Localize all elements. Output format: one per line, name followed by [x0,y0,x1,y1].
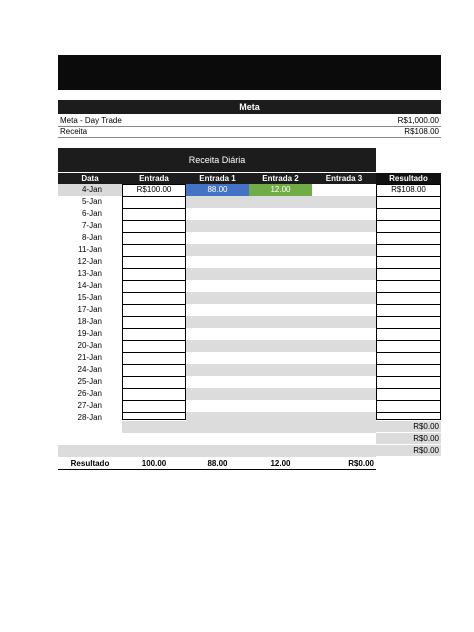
date-cell[interactable]: 24-Jan [77,365,102,374]
row-shade [186,268,376,280]
summary-value-3: R$0.00 [376,445,441,456]
row-shade [186,292,376,304]
header-resultado: Resultado [376,173,441,184]
row-shade [186,244,376,256]
header-entrada-1: Entrada 1 [186,173,249,184]
meta-row-receita[interactable] [58,126,441,138]
totals-underline [58,469,376,470]
totals-label: Resultado [70,459,110,468]
summary-band-2 [58,445,376,457]
summary-value-1: R$0.00 [376,421,441,432]
date-cell[interactable]: 12-Jan [77,257,102,266]
date-cell[interactable]: 5-Jan [81,197,102,206]
date-cell[interactable]: 14-Jan [77,281,102,290]
totals-entrada-1: 88.00 [207,459,228,468]
resultado-value[interactable]: R$108.00 [391,185,426,194]
date-cell[interactable]: 11-Jan [78,245,102,254]
date-cell[interactable]: 7-Jan [81,221,102,230]
date-cell[interactable]: 20-Jan [77,341,102,350]
header-data: Data [58,173,122,184]
date-cell[interactable]: 15-Jan [77,293,102,302]
entrada-2-value[interactable]: 12.00 [249,184,312,196]
date-cell[interactable]: 26-Jan [77,389,102,398]
row-shade [186,364,376,376]
date-cell[interactable]: 8-Jan [81,233,102,242]
top-banner [58,55,441,90]
header-entrada-3: Entrada 3 [312,173,376,184]
date-cell[interactable]: 21-Jan [77,353,102,362]
date-cell[interactable]: 19-Jan [77,329,102,338]
date-cell[interactable]: 28-Jan [77,413,102,422]
meta-value: R$1,000.00 [397,116,439,125]
resultado-column-outline [376,184,441,420]
row-shade [186,220,376,232]
row-shade [186,388,376,400]
date-cell[interactable]: 6-Jan [81,209,102,218]
header-entrada-2: Entrada 2 [249,173,312,184]
meta-value: R$108.00 [404,127,439,136]
meta-label: Receita [60,127,88,136]
row-shade [186,196,376,208]
totals-resultado: R$0.00 [348,459,374,468]
entrada-column-outline [122,184,186,420]
meta-header: Meta [58,100,441,114]
date-cell[interactable]: 25-Jan [77,377,102,386]
entrada-value[interactable]: R$100.00 [136,185,172,194]
date-cell[interactable]: 27-Jan [77,401,102,410]
row-shade [186,340,376,352]
date-cell[interactable]: 18-Jan [77,317,102,326]
meta-label: Meta - Day Trade [60,116,122,125]
totals-entrada: 100.00 [141,459,167,468]
date-cell[interactable]: 13-Jan [77,269,102,278]
summary-value-2: R$0.00 [376,433,441,444]
header-entrada: Entrada [122,173,186,184]
row-shade [186,316,376,328]
summary-band-1 [122,421,376,433]
date-cell[interactable]: 4-Jan [58,184,122,196]
entrada-1-value[interactable]: 88.00 [186,184,249,196]
totals-entrada-2: 12.00 [270,459,291,468]
receita-diaria-title: Receita Diária [58,148,376,172]
date-cell[interactable]: 17-Jan [77,305,102,314]
